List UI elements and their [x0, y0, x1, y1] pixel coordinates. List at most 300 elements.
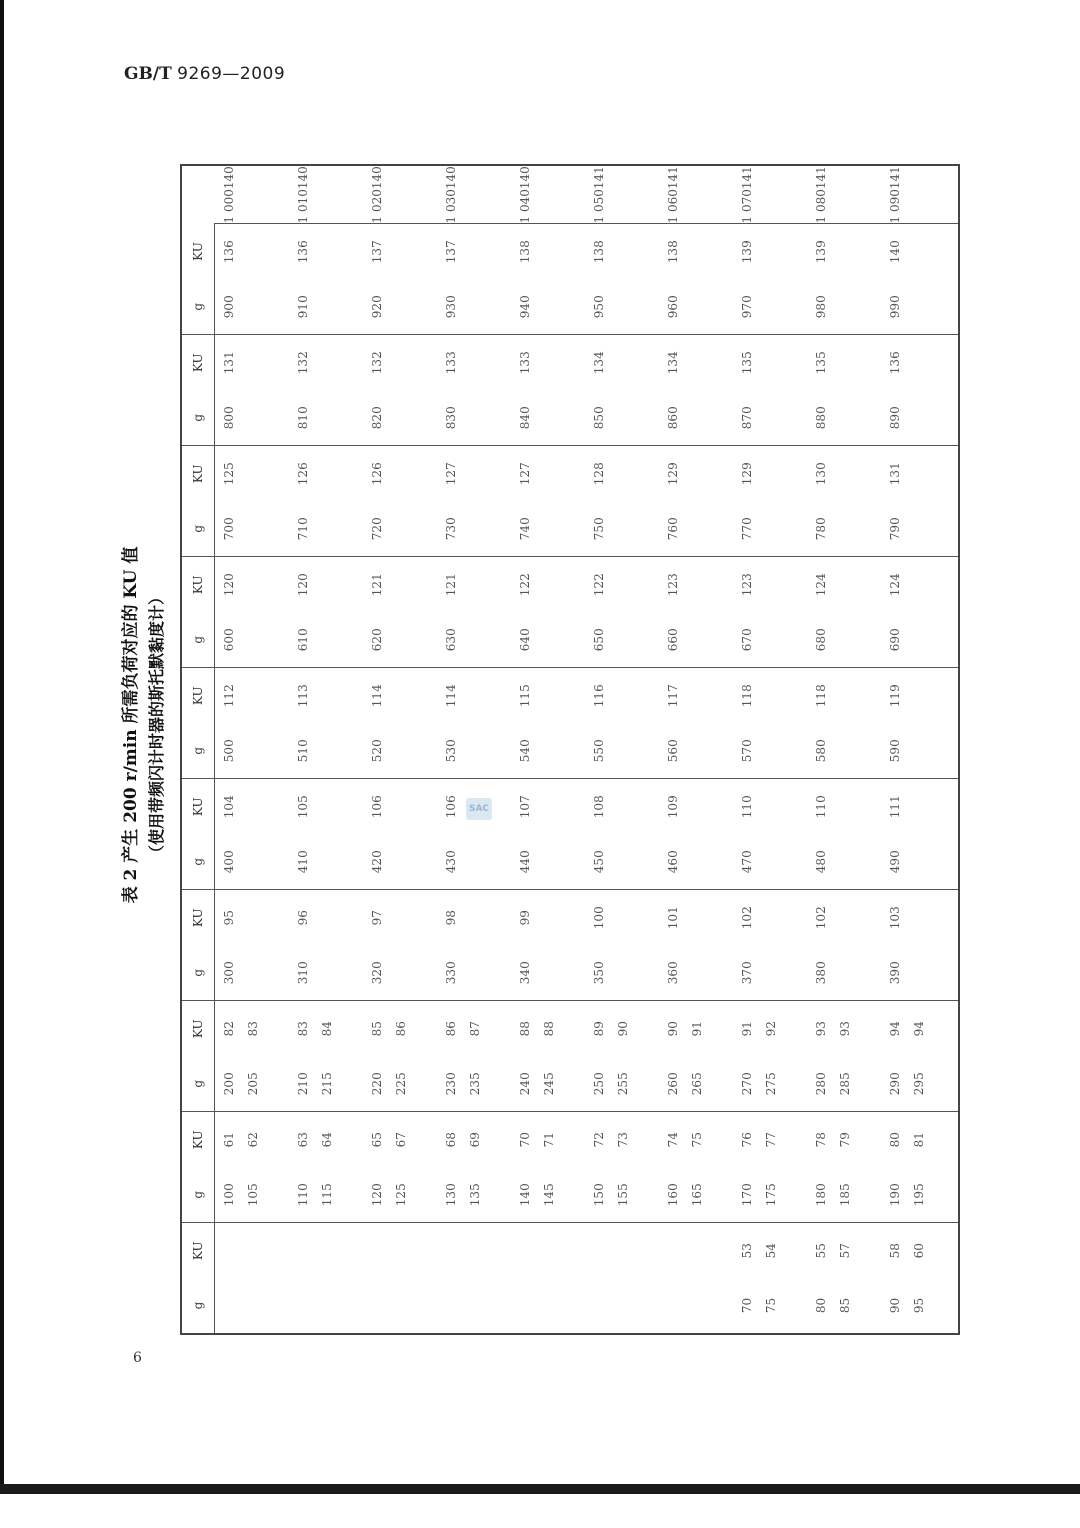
cell-value: 380 [814, 961, 828, 985]
cell-g [437, 390, 511, 446]
cell-value: 640 [518, 628, 532, 652]
cell-g [881, 390, 959, 446]
cell-value: 110 [814, 795, 828, 819]
cell-g [659, 189, 733, 224]
cell-g [363, 945, 437, 1001]
cell-g [437, 279, 511, 335]
cell-value: 90 95 [888, 1297, 926, 1314]
cell-value: 82 83 [222, 1021, 260, 1037]
cell-value: 750 [592, 517, 606, 541]
cell-g [511, 1056, 585, 1112]
cell-ku [807, 1001, 881, 1056]
cell-value: 53 54 [740, 1243, 778, 1259]
cell-value: 450 [592, 850, 606, 874]
cell-ku [585, 668, 659, 723]
cell-g [363, 279, 437, 335]
cell-value: 590 [888, 739, 902, 763]
cell-g [733, 1278, 807, 1334]
cell-value: 126 [370, 462, 384, 486]
cell-g [659, 1278, 733, 1334]
cell-ku [363, 1112, 437, 1167]
cell-value: 810 [296, 406, 310, 430]
cell-g [215, 723, 290, 779]
cell-g [363, 1056, 437, 1112]
header-g: g [181, 390, 215, 446]
cell-value: 138 [518, 240, 532, 264]
cell-ku [215, 335, 290, 390]
cell-value: 98 [444, 910, 458, 926]
cell-g [881, 501, 959, 557]
cell-value: 130 [814, 462, 828, 486]
cell-value: 131 [222, 351, 236, 375]
cell-value: 115 [518, 684, 532, 708]
cell-value: 127 [518, 462, 532, 486]
cell-ku [733, 1001, 807, 1056]
cell-value: 360 [666, 961, 680, 985]
header-ku: KU [181, 668, 215, 723]
cell-ku [511, 890, 585, 945]
cell-g [659, 279, 733, 335]
cell-value: 180 185 [814, 1183, 852, 1207]
table-row [659, 165, 733, 1334]
cell-g [363, 189, 437, 224]
cell-ku [807, 668, 881, 723]
cell-ku [437, 890, 511, 945]
cell-value: 109 [666, 795, 680, 819]
table-row [437, 165, 511, 1334]
cell-value: 70 75 [740, 1297, 778, 1314]
cell-ku [659, 779, 733, 834]
cell-g [363, 723, 437, 779]
cell-g [289, 945, 363, 1001]
cell-g [659, 723, 733, 779]
cell-g [659, 1056, 733, 1112]
cell-ku [215, 446, 290, 501]
cell-g [807, 1056, 881, 1112]
cell-g [363, 501, 437, 557]
cell-ku [807, 165, 881, 189]
cell-g [881, 279, 959, 335]
cell-ku [215, 668, 290, 723]
cell-ku [363, 668, 437, 723]
header-g: g [181, 612, 215, 668]
cell-value: 310 [296, 961, 310, 985]
cell-ku [289, 335, 363, 390]
cell-g [881, 612, 959, 668]
cell-value: 910 [296, 295, 310, 319]
cell-value: 570 [740, 739, 754, 763]
cell-value: 74 75 [666, 1132, 704, 1148]
cell-g [585, 1278, 659, 1334]
cell-ku [215, 557, 290, 612]
cell-ku [363, 165, 437, 189]
cell-ku [585, 335, 659, 390]
cell-value: 390 [888, 961, 902, 985]
cell-value: 78 79 [814, 1132, 852, 1148]
cell-ku [881, 224, 959, 279]
cell-value: 990 [888, 295, 902, 319]
cell-value [585, 1278, 587, 1333]
cell-ku [363, 446, 437, 501]
cell-value: 88 88 [518, 1021, 556, 1037]
cell-g [363, 834, 437, 890]
cell-g [733, 501, 807, 557]
cell-value: 140 145 [518, 1183, 556, 1207]
standard-prefix: GB/T [124, 64, 172, 84]
cell-value: 160 165 [666, 1183, 704, 1207]
cell-g [659, 390, 733, 446]
cell-value: 129 [740, 462, 754, 486]
cell-ku [289, 557, 363, 612]
cell-ku [289, 668, 363, 723]
cell-g [585, 189, 659, 224]
cell-value: 800 [222, 406, 236, 430]
cell-value: 70 71 [518, 1132, 556, 1148]
cell-g [659, 612, 733, 668]
cell-g [733, 723, 807, 779]
cell-value: 118 [814, 684, 828, 708]
cell-value: 1 030 [444, 189, 458, 224]
cell-ku [363, 224, 437, 279]
cell-value: 200 205 [222, 1072, 260, 1096]
cell-g [807, 723, 881, 779]
cell-g [511, 723, 585, 779]
cell-value: 135 [740, 351, 754, 375]
cell-ku [659, 1223, 733, 1278]
cell-value: 133 [518, 351, 532, 375]
cell-value: 102 [814, 906, 828, 930]
cell-value: 330 [444, 961, 458, 985]
cell-ku [733, 1112, 807, 1167]
cell-value: 124 [814, 573, 828, 597]
cell-g [363, 1167, 437, 1223]
cell-ku [511, 446, 585, 501]
cell-value: 112 [222, 684, 236, 708]
cell-g [437, 1056, 511, 1112]
cell-g [585, 1167, 659, 1223]
cell-g [585, 834, 659, 890]
cell-ku [215, 779, 290, 834]
header-ku: KU [181, 446, 215, 501]
cell-value: 860 [666, 406, 680, 430]
cell-value: 740 [518, 517, 532, 541]
cell-ku [807, 224, 881, 279]
cell-value: 61 62 [222, 1132, 260, 1148]
cell-value: 127 [444, 462, 458, 486]
cell-value: 1 090 [888, 189, 902, 224]
cell-ku [511, 224, 585, 279]
cell-value: 840 [518, 406, 532, 430]
cell-value: 133 [444, 351, 458, 375]
cell-ku [881, 668, 959, 723]
cell-g [807, 1278, 881, 1334]
cell-value: 550 [592, 739, 606, 763]
page-number: 6 [133, 1350, 142, 1366]
cell-ku [807, 1112, 881, 1167]
cell-g [511, 1167, 585, 1223]
cell-g [585, 612, 659, 668]
cell-ku [437, 335, 511, 390]
cell-value: 430 [444, 850, 458, 874]
bottom-bar [0, 1484, 1080, 1528]
cell-value: 260 265 [666, 1072, 704, 1096]
table-subtitle: （使用带频闪计时器的斯托默黏度计） [147, 589, 166, 862]
cell-ku [289, 446, 363, 501]
cell-value: 980 [814, 295, 828, 319]
cell-value: 930 [444, 295, 458, 319]
cell-g [807, 390, 881, 446]
table-header-row [181, 165, 215, 1334]
cell-value: 120 125 [370, 1183, 408, 1207]
cell-ku [585, 446, 659, 501]
cell-g [807, 612, 881, 668]
cell-ku [511, 335, 585, 390]
cell-value: 65 67 [370, 1132, 408, 1148]
cell-value: 140 [370, 166, 384, 190]
cell-value: 1 050 [592, 189, 606, 224]
cell-g [289, 723, 363, 779]
cell-ku [437, 1223, 511, 1278]
cell-value: 114 [444, 684, 458, 708]
cell-ku [363, 557, 437, 612]
cell-value: 510 [296, 739, 310, 763]
cell-ku [363, 1223, 437, 1278]
cell-value: 680 [814, 628, 828, 652]
cell-g [511, 189, 585, 224]
cell-g [807, 501, 881, 557]
cell-value [585, 1224, 587, 1279]
cell-value: 101 [666, 906, 680, 930]
cell-value: 540 [518, 739, 532, 763]
header-ku: KU [181, 335, 215, 390]
cell-g [215, 612, 290, 668]
cell-g [437, 612, 511, 668]
cell-ku [511, 1112, 585, 1167]
cell-value: 129 [666, 462, 680, 486]
cell-value: 68 69 [444, 1132, 482, 1148]
cell-ku [289, 1223, 363, 1278]
cell-value [289, 1224, 291, 1279]
cell-ku [807, 335, 881, 390]
cell-g [511, 1278, 585, 1334]
cell-value: 86 87 [444, 1021, 482, 1037]
cell-value: 960 [666, 295, 680, 319]
cell-value: 123 [666, 573, 680, 597]
cell-value: 139 [740, 240, 754, 264]
bottom-divider [0, 1484, 1080, 1494]
cell-ku [659, 668, 733, 723]
cell-value: 55 57 [814, 1243, 852, 1259]
cell-value: 131 [888, 462, 902, 486]
cell-g [585, 945, 659, 1001]
cell-g [733, 1167, 807, 1223]
cell-value: 141 [740, 166, 754, 190]
cell-value: 114 [370, 684, 384, 708]
cell-ku [881, 890, 959, 945]
cell-g [807, 279, 881, 335]
cell-ku [289, 1112, 363, 1167]
cell-value: 123 [740, 573, 754, 597]
cell-value: 270 275 [740, 1072, 778, 1096]
cell-ku [881, 779, 959, 834]
cell-ku [881, 1001, 959, 1056]
cell-value: 135 [814, 351, 828, 375]
cell-g [807, 189, 881, 224]
cell-value: 102 [740, 906, 754, 930]
cell-value: 830 [444, 406, 458, 430]
cell-value: 660 [666, 628, 680, 652]
cell-value: 370 [740, 961, 754, 985]
cell-g [881, 723, 959, 779]
header-g: g [181, 723, 215, 779]
cell-ku [363, 335, 437, 390]
cell-ku [807, 1223, 881, 1278]
cell-ku [659, 335, 733, 390]
cell-value: 970 [740, 295, 754, 319]
cell-g [215, 1056, 290, 1112]
cell-g [881, 1278, 959, 1334]
cell-g [511, 945, 585, 1001]
cell-ku [733, 224, 807, 279]
cell-value: 108 [592, 795, 606, 819]
cell-ku [437, 165, 511, 189]
ku-value-table [180, 164, 960, 1335]
cell-value: 113 [296, 684, 310, 708]
cell-g [289, 1278, 363, 1334]
cell-ku [289, 224, 363, 279]
cell-value: 460 [666, 850, 680, 874]
cell-value: 880 [814, 406, 828, 430]
cell-value: 96 [296, 910, 310, 926]
cell-ku [363, 779, 437, 834]
cell-value: 141 [814, 166, 828, 190]
cell-value: 350 [592, 961, 606, 985]
cell-value: 125 [222, 462, 236, 486]
cell-ku [363, 890, 437, 945]
cell-value: 230 235 [444, 1072, 482, 1096]
cell-g [733, 189, 807, 224]
cell-g [289, 390, 363, 446]
cell-value: 83 84 [296, 1021, 334, 1037]
cell-ku [289, 165, 363, 189]
cell-value [437, 1224, 439, 1279]
header-g: g [181, 501, 215, 557]
table-row [363, 165, 437, 1334]
cell-ku [881, 557, 959, 612]
header-ku: KU [181, 1112, 215, 1167]
cell-ku [659, 1001, 733, 1056]
cell-ku [659, 890, 733, 945]
cell-value: 1 010 [296, 189, 310, 224]
cell-value: 340 [518, 961, 532, 985]
cell-value: 950 [592, 295, 606, 319]
cell-value [511, 1224, 513, 1279]
cell-value: 140 [518, 166, 532, 190]
cell-ku [807, 890, 881, 945]
cell-value: 138 [666, 240, 680, 264]
cell-value: 110 115 [296, 1183, 334, 1207]
cell-g [733, 834, 807, 890]
cell-value: 111 [888, 795, 902, 819]
cell-g [437, 501, 511, 557]
header-g: g [181, 1167, 215, 1223]
document-code [124, 64, 285, 84]
cell-g [733, 612, 807, 668]
cell-value [363, 1224, 365, 1279]
cell-value: 420 [370, 850, 384, 874]
cell-value: 121 [370, 573, 384, 597]
cell-value: 117 [666, 684, 680, 708]
cell-value: 136 [888, 351, 902, 375]
cell-value: 106 [370, 795, 384, 819]
table-row [733, 165, 807, 1334]
sac-watermark-icon: SAC [466, 798, 492, 820]
cell-g [511, 612, 585, 668]
cell-value: 820 [370, 406, 384, 430]
cell-ku [733, 557, 807, 612]
cell-value: 580 [814, 739, 828, 763]
cell-ku [659, 557, 733, 612]
cell-value [289, 1278, 291, 1333]
cell-g [363, 390, 437, 446]
cell-ku [881, 165, 959, 189]
cell-g [733, 945, 807, 1001]
header-ku: KU [181, 224, 215, 279]
cell-value: 920 [370, 295, 384, 319]
cell-g [363, 1278, 437, 1334]
cell-value: 520 [370, 739, 384, 763]
header-g: g [181, 834, 215, 890]
cell-value: 100 105 [222, 1183, 260, 1207]
cell-value: 560 [666, 739, 680, 763]
cell-g [215, 390, 290, 446]
cell-value: 136 [222, 240, 236, 264]
cell-ku [437, 224, 511, 279]
cell-g [215, 1278, 290, 1334]
cell-g [585, 501, 659, 557]
cell-value: 210 215 [296, 1072, 334, 1096]
cell-g [363, 612, 437, 668]
cell-value: 95 [222, 910, 236, 926]
cell-value: 690 [888, 628, 902, 652]
cell-value: 300 [222, 961, 236, 985]
cell-ku [585, 224, 659, 279]
cell-ku [659, 1112, 733, 1167]
cell-g [733, 279, 807, 335]
cell-value: 110 [740, 795, 754, 819]
cell-g [881, 1167, 959, 1223]
cell-ku [585, 165, 659, 189]
cell-value: 72 73 [592, 1132, 630, 1148]
cell-value: 137 [370, 240, 384, 264]
cell-value: 170 175 [740, 1183, 778, 1207]
cell-value: 470 [740, 850, 754, 874]
table-title: 表 2 产生 200 r/min 所需负荷对应的 KU 值 [121, 546, 141, 904]
cell-value: 630 [444, 628, 458, 652]
cell-value: 106 [444, 795, 458, 819]
cell-g [511, 834, 585, 890]
cell-value: 116 [592, 684, 606, 708]
cell-ku [215, 1112, 290, 1167]
header-g: g [181, 1278, 215, 1334]
cell-ku [437, 1112, 511, 1167]
cell-value: 91 92 [740, 1021, 778, 1037]
cell-value: 1 070 [740, 189, 754, 224]
cell-g [289, 189, 363, 224]
cell-value: 190 195 [888, 1183, 926, 1207]
cell-value: 80 85 [814, 1297, 852, 1314]
cell-g [437, 945, 511, 1001]
